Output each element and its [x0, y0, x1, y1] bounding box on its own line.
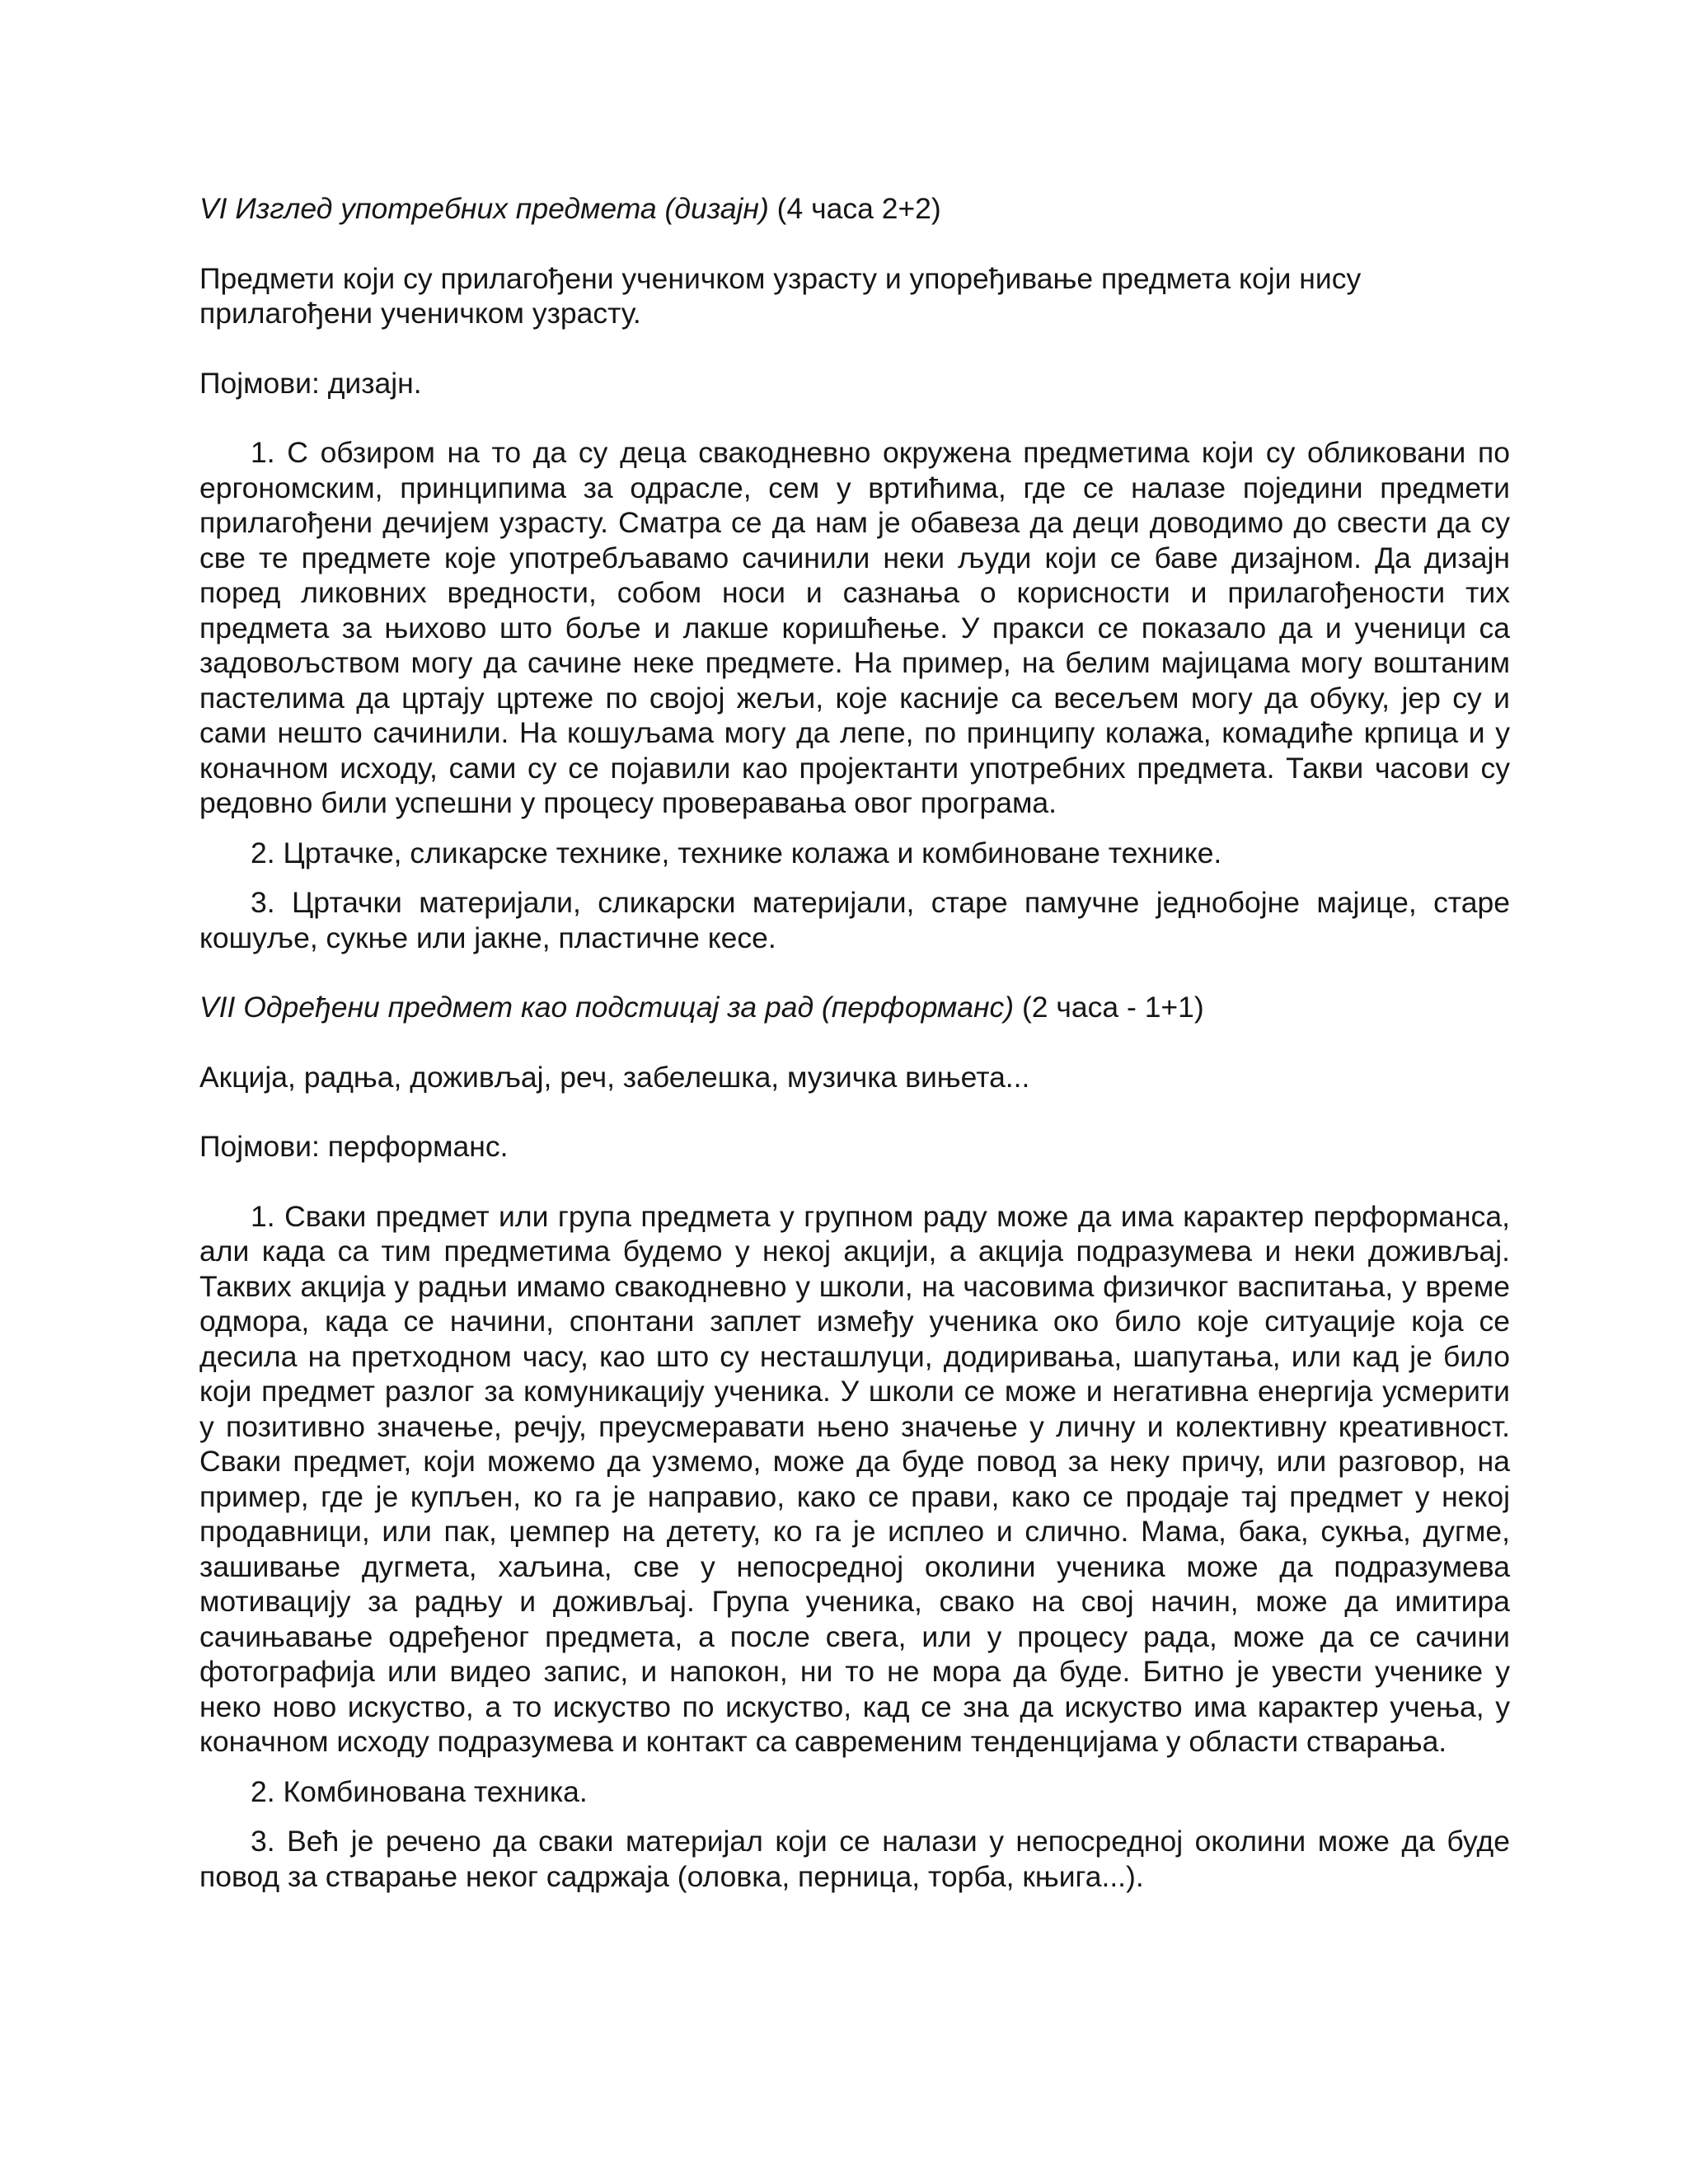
- section-6-item-1: 1. С обзиром на то да су деца свакодневно окружена предметима који су обликовани по ергономским, принципима за одрасле, сем у вртићима, где се налазе поједини предмети прилагођени дечијем узрасту. Сматра се да нам је обавеза да деци доводимо до свести да су све те предмете које употребљавамо сачинили неки људи који се баве дизајном. Да дизајн поред ликовних вредности, собом носи и сазнања о корисности и прилагођености тих предмета за њихово што боље и лакше коришћење. У пракси се показало да и ученици са задовољством могу да сачине неке предмете. На пример, на белим мајицама могу воштаним пастелима да цртају цртеже по својој жељи, које касније са весељем могу да обуку, јер су и сами нешто сачинили. На кошуљама могу да лепе, по принципу колажа, комадиће крпица и у коначном исходу, сами су се појавили као пројектанти употребних предмета. Такви часови су редовно били успешни у процесу проверавања овог програма.: [199, 436, 1510, 819]
- section-7-item-1: 1. Сваки предмет или група предмета у групном раду може да има карактер перформанса, али када са тим предметима будемо у некој акцији, а акција подразумева и неки доживљај. Таквих акција у радњи имамо свакодневно у школи, на часовима физичког васпитања, у време одмора, када се начини, спонтани заплет између ученика око било које ситуације која се десила на претходном часу, као што су несташлуци, додиривања, шапутања, или кад је било који предмет разлог за комуникацију ученика. У школи се може и негативна енергија усмерити у позитивно значење, речју, преусмеравати њено значење у личну и колективну креативност. Сваки предмет, који можемо да узмемо, може да буде повод за неку причу, или разговор, на пример, где је купљен, ко га је направио, како се прави, како се продаје тај предмет у некој продавници, или пак, џемпер на детету, ко га је исплео и слично. Мама, бака, сукња, дугме, зашивање дугмета, хаљина, све у непосредној околини ученика може да подразумева мотивацију за радњу и доживљај. Група ученика, свако на свој начин, може да имитира сачињавање одређеног предмета, а после свега, или у процесу рада, може да се сачини фотографија или видео запис, и напокон, ни то не мора да буде. Битно је увести ученике у неко ново искуство, а то искуство по искуство, кад се зна да искуство има карактер учења, у коначном исходу подразумева и контакт са савременим тенденцијама у области стварања.: [199, 1199, 1510, 1758]
- section-6-intro: Предмети који су прилагођени ученичком узрасту и упоређивање предмета који нису прилагођени ученичком узрасту.: [199, 261, 1362, 330]
- section-7-hours: (2 часа - 1+1): [1021, 991, 1204, 1024]
- section-7-item-2: 2. Комбинована техника.: [251, 1774, 588, 1808]
- section-7-intro: Акција, радња, доживљај, реч, забелешка, музичка вињета...: [199, 1060, 1030, 1094]
- section-7-heading: [199, 990, 1510, 1025]
- section-7-item-3: 3. Већ је речено да сваки материјал који се налази у непосредној околини може да буде повод за стварање неког садржаја (оловка, перница, торба, књига...).: [199, 1825, 1510, 1893]
- section-6-item-3: 3. Цртачки материјали, сликарски материјали, старе памучне једнобојне мајице, старе кошуље, сукње или јакне, пластичне кесе.: [199, 886, 1510, 954]
- section-7-title: VII Одређени предмет као подстицај за рад (перформанс): [199, 991, 1015, 1024]
- section-6-terms: Појмови: дизајн.: [199, 366, 422, 400]
- section-6-heading: [199, 191, 1510, 227]
- section-6-item-2: 2. Цртачке, сликарске технике, технике колажа и комбиноване технике.: [251, 836, 1222, 869]
- document-page: [199, 191, 1510, 1929]
- section-6-hours: (4 часа 2+2): [776, 192, 941, 225]
- section-7-terms: Појмови: перформанс.: [199, 1130, 509, 1163]
- section-6-title: VI Изглед употребних предмета (дизајн): [199, 192, 769, 225]
